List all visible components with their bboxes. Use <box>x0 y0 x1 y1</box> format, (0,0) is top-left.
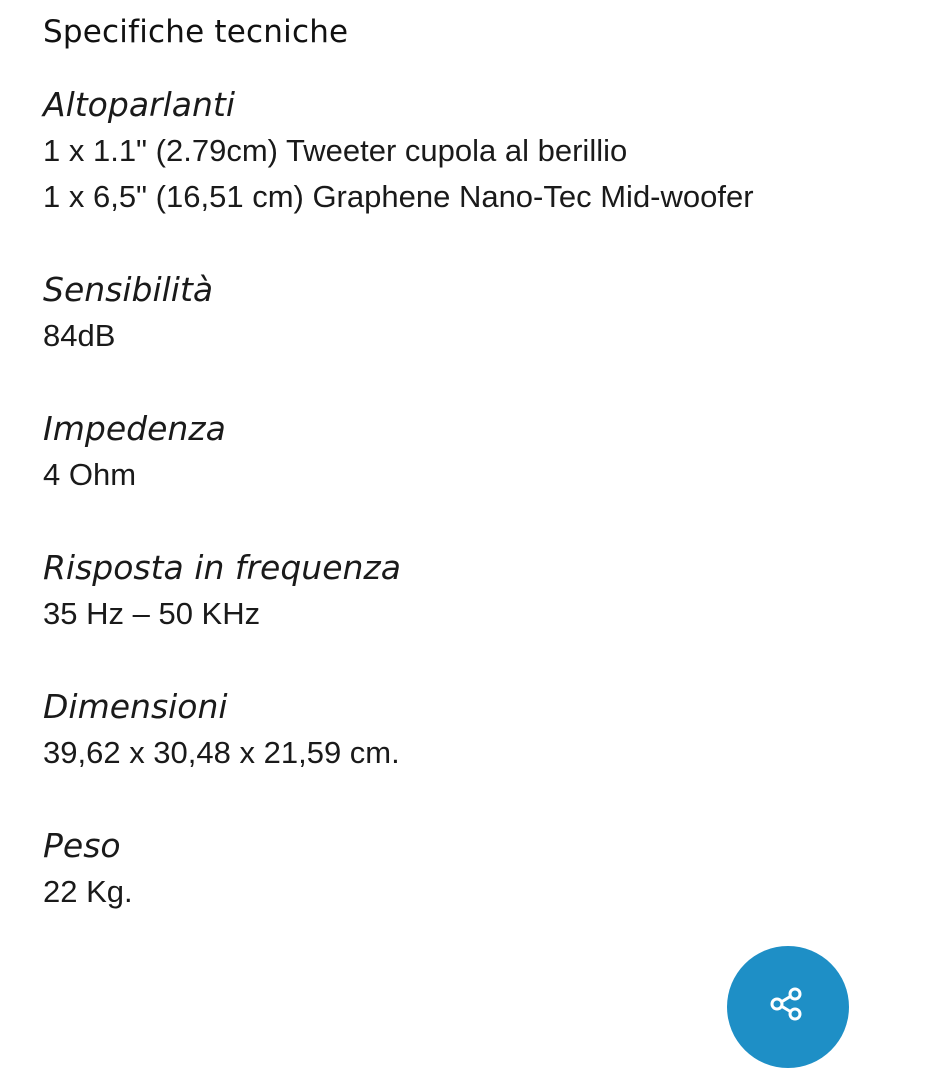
spec-frequency-response <box>43 545 903 637</box>
spec-impedance <box>43 406 903 498</box>
spec-label: Impedenza <box>43 409 226 448</box>
share-icon <box>768 986 804 1022</box>
spec-value: 22 Kg. <box>43 874 133 909</box>
spec-label: Sensibilità <box>43 270 214 309</box>
spec-label: Dimensioni <box>43 687 228 726</box>
spec-label: Peso <box>43 826 121 865</box>
spec-value: 35 Hz – 50 KHz <box>43 596 261 631</box>
spec-value: 4 Ohm <box>43 457 137 492</box>
specs-list <box>43 82 903 962</box>
spec-speakers <box>43 82 903 220</box>
spec-weight <box>43 823 903 915</box>
spec-value: 84dB <box>43 318 116 353</box>
spec-value: 1 x 6,5" (16,51 cm) Graphene Nano-Tec Mid-woofer <box>43 179 754 214</box>
section-title: Specifiche tecniche <box>43 14 349 50</box>
share-button[interactable] <box>727 946 849 1068</box>
spec-dimensions <box>43 684 903 776</box>
spec-label: Altoparlanti <box>43 85 236 124</box>
spec-sensitivity <box>43 267 903 359</box>
spec-label: Risposta in frequenza <box>43 548 401 587</box>
spec-value: 39,62 x 30,48 x 21,59 cm. <box>43 735 400 770</box>
spec-value: 1 x 1.1" (2.79cm) Tweeter cupola al berillio <box>43 133 628 168</box>
